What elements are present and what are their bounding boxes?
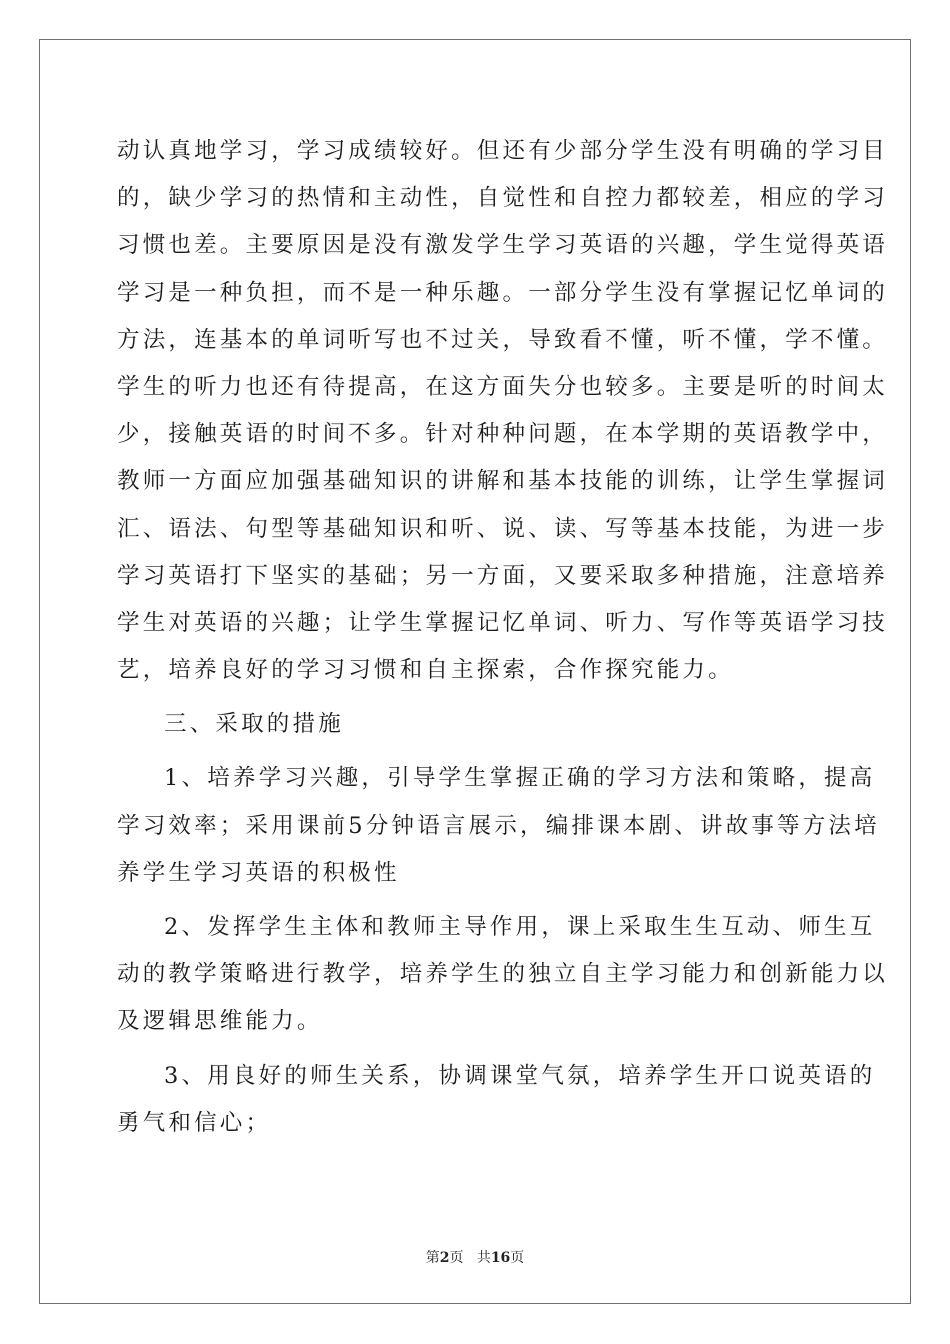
page-total: 16 (490, 1250, 511, 1266)
paragraph-measure-2 (117, 904, 889, 1046)
page-prefix: 第 (425, 1250, 440, 1266)
text-line: 3、用良好的师生关系，协调课堂气氛，培养学生开口说英语的 (164, 1062, 876, 1089)
text-line: 习惯也差。主要原因是没有激发学生学习英语的兴趣，学生觉得英语 (117, 232, 889, 259)
text-line: 学习是一种负担，而不是一种乐趣。一部分学生没有掌握记忆单词的 (117, 279, 889, 306)
paragraph-measure-3 (117, 1053, 876, 1147)
text-line: 汇、语法、句型等基础知识和听、说、读、写等基本技能，为进一步 (117, 515, 889, 542)
text-line: 学习效率；采用课前5分钟语言展示，编排课本剧、讲故事等方法培 (117, 812, 880, 839)
text-line: 少，接触英语的时间不多。针对种种问题，在本学期的英语教学中， (117, 421, 889, 448)
total-unit: 页 (510, 1250, 525, 1266)
text-line: 1、培养学习兴趣，引导学生掌握正确的学习方法和策略，提高 (164, 765, 876, 792)
section-heading: 三、采取的措施 (164, 711, 344, 738)
text-line: 教师一方面应加强基础知识的讲解和基本技能的训练，让学生掌握词 (117, 468, 889, 495)
text-line: 方法，连基本的单词听写也不过关，导致看不懂，听不懂，学不懂。 (117, 326, 889, 353)
text-line: 学生对英语的兴趣；让学生掌握记忆单词、听力、写作等英语学习技 (117, 609, 889, 636)
text-line: 勇气和信心； (117, 1109, 272, 1136)
text-line: 及逻辑思维能力。 (117, 1008, 323, 1035)
text-line: 的，缺少学习的热情和主动性，自觉性和自控力都较差，相应的学习 (117, 185, 889, 212)
document-body (117, 128, 889, 1147)
text-line: 动的教学策略进行教学，培养学生的独立自主学习能力和创新能力以 (117, 961, 889, 988)
page-current: 2 (439, 1250, 450, 1266)
paragraph-measure-1 (117, 755, 880, 897)
text-line: 艺，培养良好的学习习惯和自主探索，合作探究能力。 (117, 657, 734, 684)
section-heading-measures (117, 701, 835, 748)
text-line: 2、发挥学生主体和教师主导作用，课上采取生生互动、师生互 (164, 914, 876, 940)
text-line: 学习英语打下坚实的基础；另一方面，又要采取多种措施，注意培养 (117, 562, 889, 589)
text-line: 养学生学习英语的积极性 (117, 859, 400, 886)
total-prefix: 共 (476, 1250, 491, 1266)
text-line: 动认真地学习，学习成绩较好。但还有少部分学生没有明确的学习目 (117, 138, 889, 164)
text-line: 学生的听力也还有待提高，在这方面失分也较多。主要是听的时间太 (117, 373, 889, 400)
page-unit: 页 (449, 1250, 464, 1266)
page-number-footer (0, 1247, 950, 1267)
paragraph-intro-analysis (117, 128, 889, 694)
